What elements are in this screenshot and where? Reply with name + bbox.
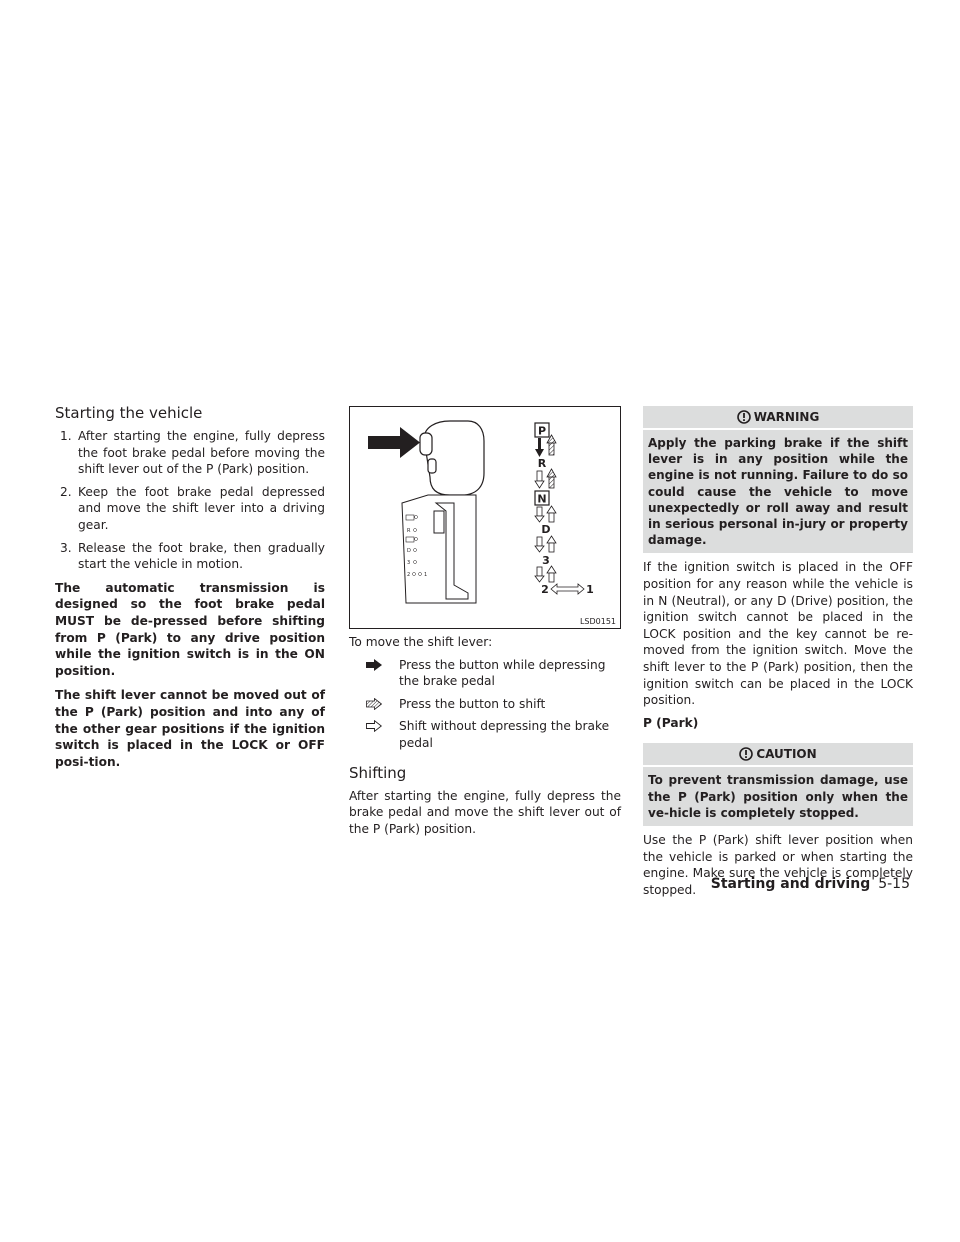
step-number: 2. (60, 484, 72, 499)
warning-header (643, 406, 913, 428)
page-footer (711, 876, 910, 892)
heading-shifting: Shifting (349, 763, 407, 782)
gear-1: 1 (586, 583, 594, 596)
gear-pattern-diagram (535, 423, 594, 596)
page-number: 5-15 (878, 876, 910, 892)
outline-double-arrow-icon (551, 584, 584, 594)
legend-item (349, 696, 621, 713)
starting-steps-list (55, 428, 325, 573)
brake-requirement-note: The automatic transmission is designed so the foot brake pedal MUST be de-pressed before shifting from P (Park) to any drive position while the ignition switch is in the ON position. (55, 580, 325, 678)
ignition-paragraph: If the ignition switch is placed in the OFF position for any reason while the vehicle is in N (Neutral), or any D (Drive) position, the ignition switch cannot be placed in the LOCK position and the key cannot be re-moved from the ignition switch. Move the shift lever to the P (Park) position, then the ignition switch can be placed in the LOCK position. (643, 560, 913, 708)
indicator-1: 1 (424, 572, 428, 578)
caution-header (643, 743, 913, 765)
lock-off-note: The shift lever cannot be moved out of the P (Park) position and into any of the other gear positions if the ignition switch is placed in the LOCK or OFF posi-tion. (55, 688, 325, 769)
solid-push-arrow-icon (368, 427, 420, 458)
solid-arrow-icon (366, 659, 382, 671)
step-number: 1. (60, 429, 72, 443)
legend-text: Shift without depressing the brake pedal (399, 719, 610, 750)
outline-arrow-icon (535, 536, 556, 552)
legend-item (349, 718, 621, 751)
footer-section-title: Starting and driving (710, 876, 871, 892)
list-item (55, 484, 325, 534)
legend-item (349, 657, 621, 690)
outline-arrow-icon (366, 720, 382, 732)
legend-caption: To move the shift lever: (349, 635, 493, 649)
step-text: Release the foot brake, then gradually start the vehicle in motion. (78, 540, 325, 572)
column-middle (349, 398, 621, 837)
heading-park: P (Park) (643, 715, 699, 730)
list-item (55, 540, 325, 573)
indicator-r: R (407, 528, 411, 534)
indicator-2: 2 (407, 572, 411, 578)
figure-code: LSD0151 (579, 617, 616, 626)
warning-icon (737, 409, 751, 431)
gear-3: 3 (542, 554, 550, 567)
outline-arrow-icon (535, 566, 556, 582)
list-item (55, 428, 325, 478)
park-paragraph: Use the P (Park) shift lever position when the vehicle is parked or when starting the engine. Make sure the vehicle is completely stopped. (643, 832, 913, 897)
gear-r: R (537, 457, 547, 470)
column-right (643, 398, 913, 898)
legend-text: Press the button while depressing the brake pedal (399, 657, 606, 689)
caution-body: To prevent transmission damage, use the P (Park) position only when the ve-hicle is completely stopped. (643, 767, 913, 826)
gear-d: D (541, 523, 551, 536)
legend-text: Press the button to shift (399, 696, 546, 711)
hatched-arrow-icon (547, 435, 556, 455)
gear-p: P (537, 424, 547, 438)
shift-lever-illustration (350, 407, 620, 628)
caution-icon (739, 746, 753, 768)
caution-title: CAUTION (756, 747, 817, 762)
hatched-arrow-icon (547, 469, 556, 488)
column-left (55, 398, 325, 770)
shifting-paragraph: After starting the engine, fully depress the brake pedal and move the shift lever out of the P (Park) position. (349, 788, 621, 836)
step-number: 3. (60, 540, 72, 555)
hatched-arrow-icon (366, 698, 382, 710)
gear-2: 2 (541, 583, 549, 596)
warning-body: Apply the parking brake if the shift lever is in any position while the engine is not running. Failure to do so could cause the vehicle to move unexpectedly or roll away and result in serious personal in-jury or property damage. (643, 430, 913, 553)
shift-lever-figure (349, 406, 621, 629)
outline-arrow-icon (535, 471, 544, 488)
step-text: Keep the foot brake pedal depressed and move the shift lever into a driving gear. (78, 484, 325, 532)
warning-title: WARNING (753, 410, 820, 424)
solid-arrow-icon (535, 438, 544, 457)
step-text: After starting the engine, fully depress the foot brake pedal before moving the shift lever out of the P (Park) position. (78, 429, 325, 477)
gear-n: N (537, 492, 547, 506)
indicator-3: 3 (407, 560, 411, 566)
heading-starting-the-vehicle: Starting the vehicle (55, 404, 203, 422)
indicator-d: D (407, 548, 411, 554)
outline-arrow-icon (535, 506, 556, 522)
